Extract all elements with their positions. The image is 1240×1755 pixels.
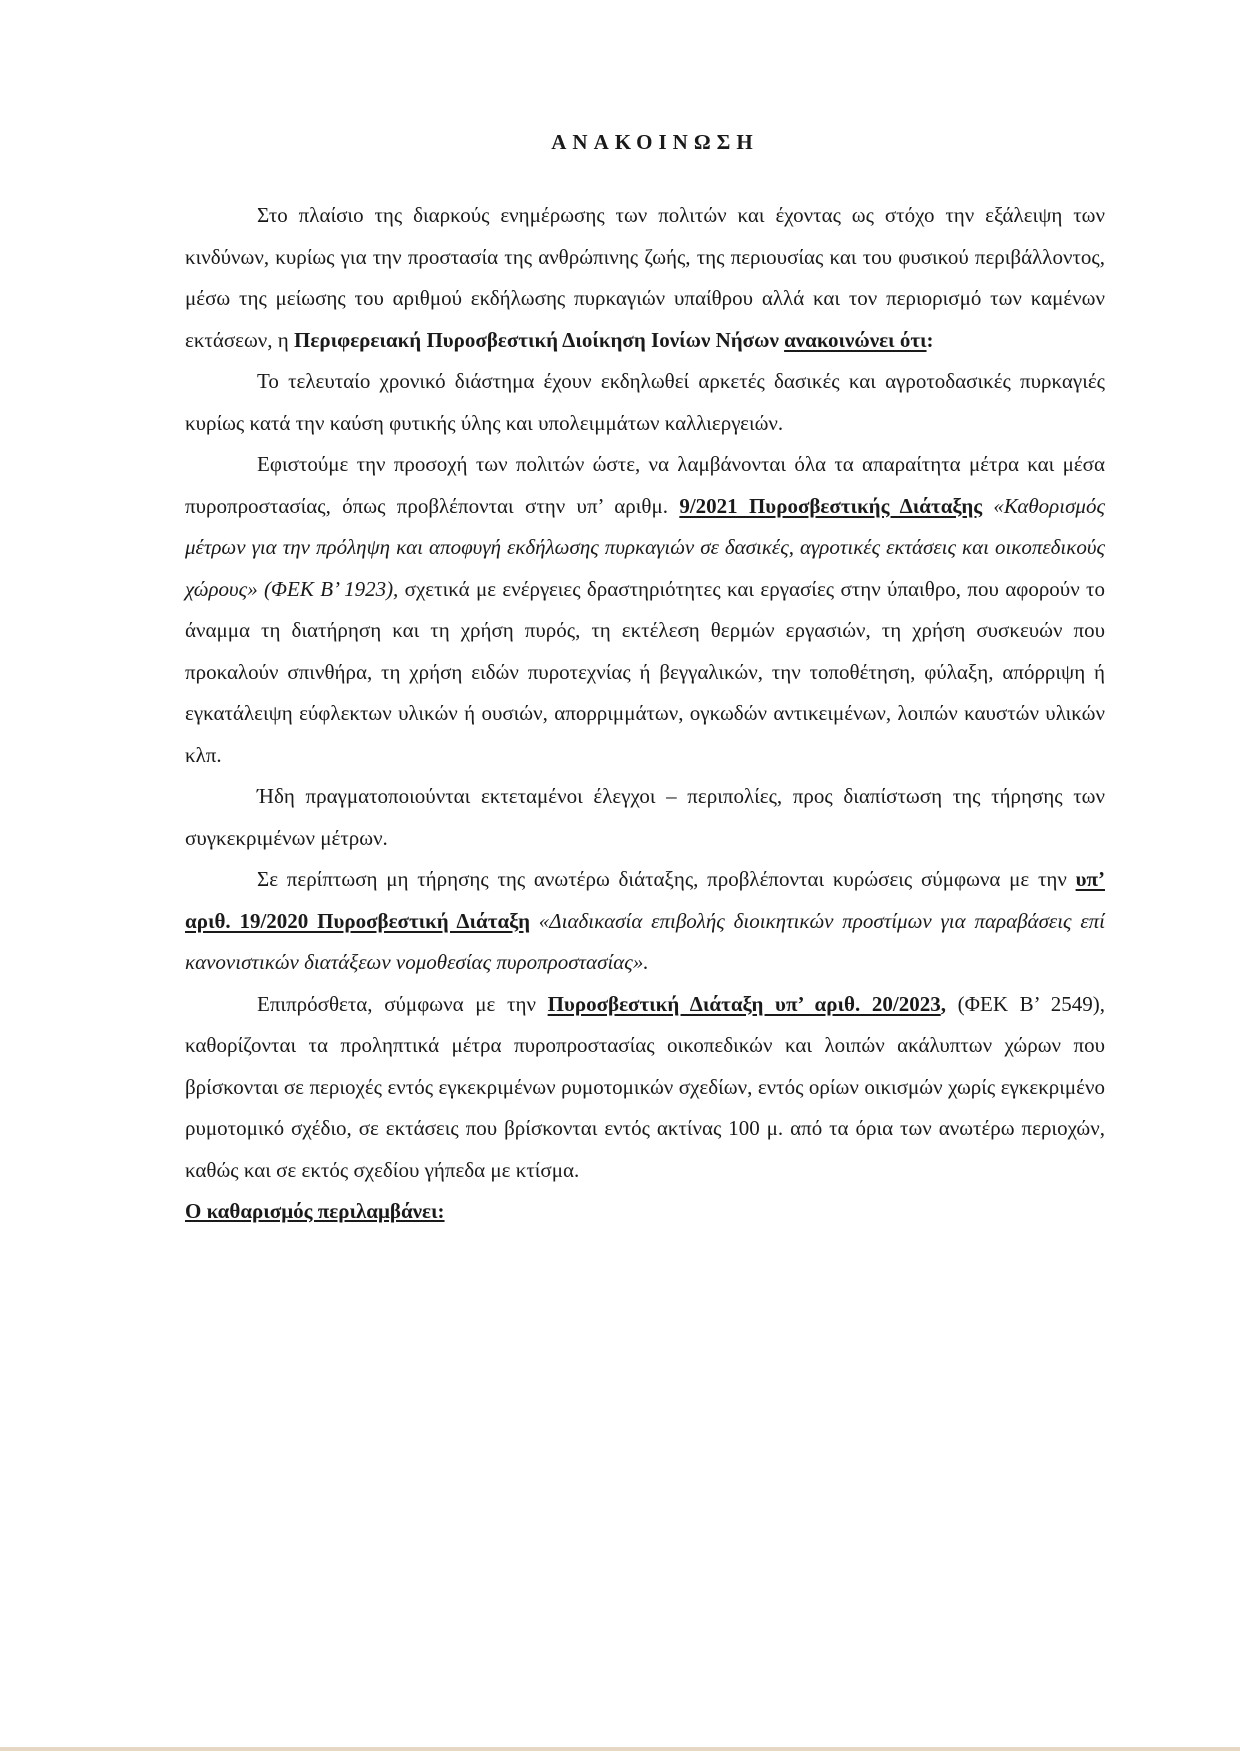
document-page (185, 130, 1105, 1233)
paragraph-intro: Στο πλαίσιο της διαρκούς ενημέρωσης των πολιτών και έχοντας ως στόχο την εξάλειψη των κινδύνων, κυρίως για την προστασία της ανθρώπινης ζωής, της περιουσίας και του φυσικού περιβάλλοντος, μέσω της μείωσης του αριθμού εκδήλωσης πυρκαγιών υπαίθρου αλλά και τον περιορισμό των καμένων εκτάσεων, η Περιφερειακή Πυροσβεστική Διοίκηση Ιονίων Νήσων ανακοινώνει ότι: (185, 203, 1105, 352)
paragraph-precautions: Εφιστούμε την προσοχή των πολιτών ώστε, να λαμβάνονται όλα τα απαραίτητα μέτρα και μέσα πυροπροστασίας, όπως προβλέπονται στην υπ’ αριθμ. 9/2021 Πυροσβεστικής Διάταξης «Καθορισμός μέτρων για την πρόληψη και αποφυγή εκδήλωσης πυρκαγιών σε δασικές, αγροτικές εκτάσεις και οικοπεδικούς χώρους» (ΦΕΚ Β’ 1923), σχετικά με ενέργειες δραστηριότητες και εργασίες στην ύπαιθρο, που αφορούν το άναμμα τη διατήρηση και τη χρήση πυρός, τη εκτέλεση θερμών εργασιών, τη χρήση συσκευών που προκαλούν σπινθήρα, τη χρήση ειδών πυροτεχνίας ή βεγγαλικών, την τοποθέτηση, φύλαξη, απόρριψη ή εγκατάλειψη εύφλεκτων υλικών ή ουσιών, απορριμμάτων, ογκωδών αντικειμένων, λοιπών καυστών υλικών κλπ. (185, 452, 1105, 767)
ordinance-20-2023: Πυροσβεστική Διάταξη υπ’ αριθ. 20/2023 (547, 991, 941, 1016)
scan-edge-line (0, 1747, 1240, 1751)
ordinance-9-2021-title: «Καθορισμός μέτρων για την πρόληψη και αποφυγή εκδήλωσης πυρκαγιών σε δασικές, αγροτικές εκτάσεις και οικοπεδικούς χώρους» (ΦΕΚ Β’ 1923), (185, 493, 1105, 601)
document-title: ΑΝΑΚΟΙΝΩΣΗ (551, 130, 759, 154)
paragraph-recent-fires: Το τελευταίο χρονικό διάστημα έχουν εκδηλωθεί αρκετές δασικές και αγροτοδασικές πυρκαγιές κυρίως κατά την καύση φυτικής ύλης και υπολειμμάτων καλλιεργειών. (185, 369, 1105, 435)
paragraph-patrols: Ήδη πραγματοποιούνται εκτεταμένοι έλεγχοι – περιπολίες, προς διαπίστωση της τήρησης των συγκεκριμένων μέτρων. (185, 784, 1105, 850)
intro-text: Στο πλαίσιο της διαρκούς ενημέρωσης των πολιτών και έχοντας ως στόχο την εξάλειψη των κινδύνων, κυρίως για την προστασία της ανθρώπινης ζωής, της περιουσίας και του φυσικού περιβάλλοντος, μέσω της μείωσης του αριθμού εκδήλωσης πυρκαγιών υπαίθρου αλλά και τον περιορισμό των καμένων εκτάσεων, η (185, 203, 1105, 352)
announces-phrase: ανακοινώνει ότι (784, 327, 927, 352)
authority-name: Περιφερειακή Πυροσβεστική Διοίκηση Ιονίων Νήσων (294, 327, 779, 352)
section-heading-cleaning: Ο καθαρισμός περιλαμβάνει: (185, 1199, 445, 1223)
ordinance-19-2020: υπ’ αριθ. 19/2020 Πυροσβεστική Διάταξη (185, 867, 1105, 933)
ordinance-9-2021: 9/2021 Πυροσβεστικής Διάταξης (679, 493, 983, 518)
paragraph-additional: Επιπρόσθετα, σύμφωνα με την Πυροσβεστική Διάταξη υπ’ αριθ. 20/2023, (ΦΕΚ Β’ 2549), καθορίζονται τα προληπτικά μέτρα πυροπροστασίας οικοπεδικών και λοιπών ακάλυπτων χώρων που βρίσκονται σε περιοχές εντός εγκεκριμένων ρυμοτομικών σχεδίων, εντός ορίων οικισμών χωρίς εγκεκριμένο ρυμοτομικό σχέδιο, σε εκτάσεις που βρίσκονται εντός ακτίνας 100 μ. από τα όρια των ανωτέρω περιοχών, καθώς και σε εκτός σχεδίου γήπεδα με κτίσμα. (185, 991, 1105, 1182)
ordinance-19-2020-title: «Διαδικασία επιβολής διοικητικών προστίμων για παραβάσεις επί κανονιστικών διατάξεων νομοθεσίας πυροπροστασίας». (185, 908, 1105, 974)
paragraph-sanctions: Σε περίπτωση μη τήρησης της ανωτέρω διάταξης, προβλέπονται κυρώσεις σύμφωνα με την υπ’ αριθ. 19/2020 Πυροσβεστική Διάταξη «Διαδικασία επιβολής διοικητικών προστίμων για παραβάσεις επί κανονιστικών διατάξεων νομοθεσίας πυροπροστασίας». (185, 867, 1105, 974)
